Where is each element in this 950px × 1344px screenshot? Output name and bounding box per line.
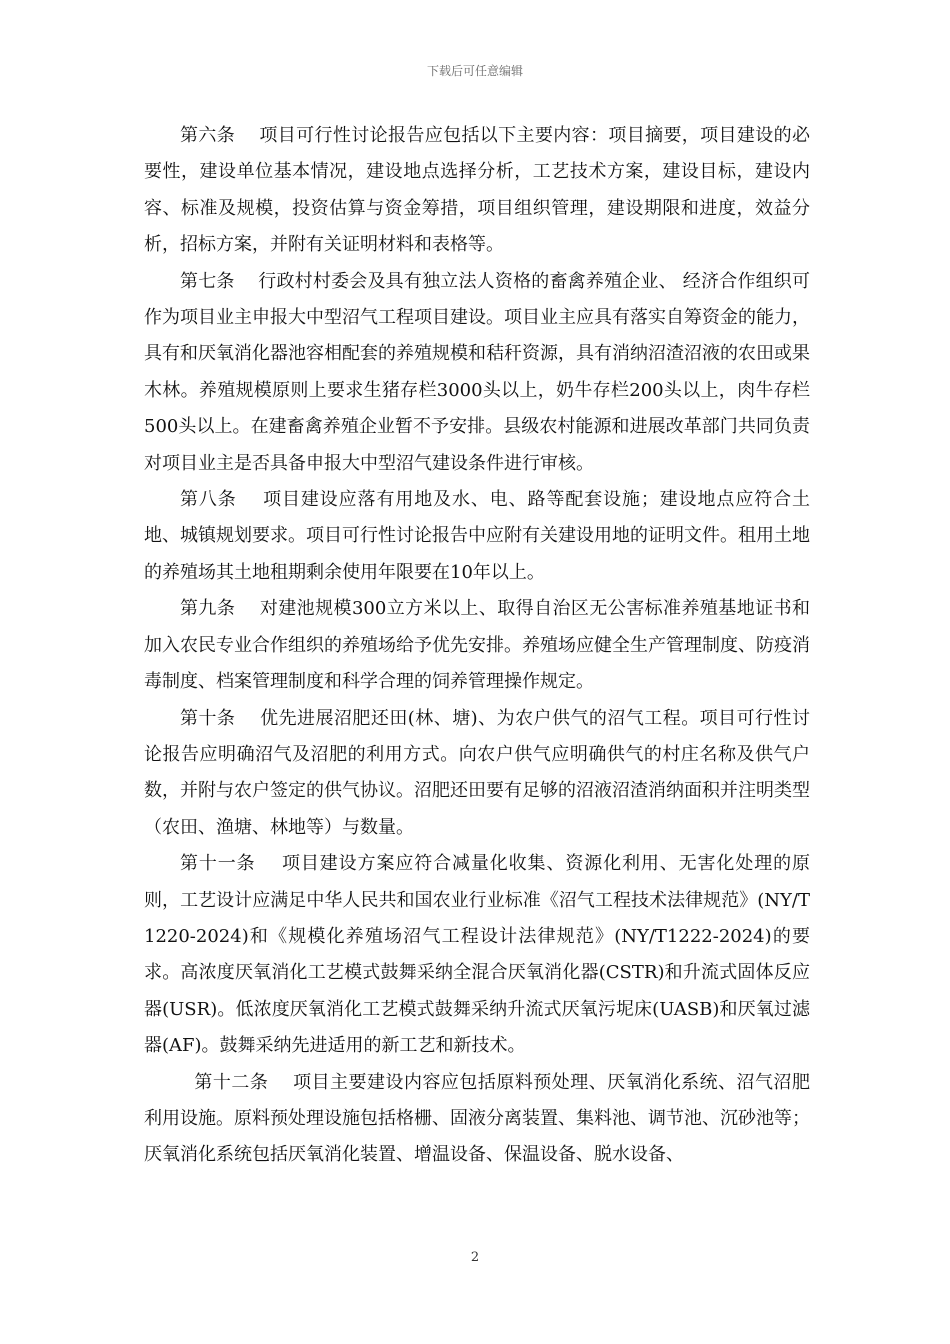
page-header-note: 下载后可任意编辑 — [426, 64, 523, 78]
document-body — [144, 118, 810, 1174]
article-6-paragraph: 第六条 项目可行性讨论报告应包括以下主要内容：项目摘要，项目建设的必要性，建设单位基本情况，建设地点选择分析，工艺技术方案，建设目标，建设内容、标准及规模，投资估算与资金筹措，项目组织管理，建设期限和进度，效益分析，招标方案，并附有关证明材料和表格等。 — [144, 125, 810, 256]
article-9-paragraph: 第九条 对建池规模300立方米以上、取得自治区无公害标准养殖基地证书和加入农民专业合作组织的养殖场给予优先安排。养殖场应健全生产管理制度、防疫消毒制度、档案管理制度和科学合理的饲养管理操作规定。 — [144, 598, 810, 693]
article-8-paragraph: 第八条 项目建设应落有用地及水、电、路等配套设施；建设地点应符合土地、城镇规划要求。项目可行性讨论报告中应附有关建设用地的证明文件。租用土地的养殖场其土地租期剩余使用年限要在10年以上。 — [144, 489, 810, 583]
page-number: 2 — [470, 1250, 480, 1265]
article-12-paragraph: 第十二条 项目主要建设内容应包括原料预处理、厌氧消化系统、沼气沼肥利用设施。原料预处理设施包括格栅、固液分离装置、集料池、调节池、沉砂池等；厌氧消化系统包括厌氧消化装置、增温设备、保温设备、脱水设备、 — [144, 1071, 810, 1166]
article-7-paragraph: 第七条 行政村村委会及具有独立法人资格的畜禽养殖企业、 经济合作组织可作为项目业主申报大中型沼气工程项目建设。项目业主应具有落实自筹资金的能力，具有和厌氧消化器池容相配套的养殖规模和秸秆资源，具有消纳沼渣沼液的农田或果木林。养殖规模原则上要求生猪存栏3000头以上，奶牛存栏200头以上，肉牛存栏500头以上。在建畜禽养殖企业暂不予安排。县级农村能源和进展改革部门共同负责对项目业主是否具备申报大中型沼气建设条件进行审核。 — [144, 270, 810, 474]
article-11-paragraph: 第十一条 项目建设方案应符合减量化收集、资源化利用、无害化处理的原则，工艺设计应满足中华人民共和国农业行业标准《沼气工程技术法律规范》(NY/T1220-2024)和《规模化养殖场沼气工程设计法律规范》(NY/T1222-2024)的要求。高浓度厌氧消化工艺模式鼓舞采纳全混合厌氧消化器(CSTR)和升流式固体反应器(USR)。低浓度厌氧消化工艺模式鼓舞采纳升流式厌氧污坭床(UASB)和厌氧过滤器(AF)。鼓舞采纳先进适用的新工艺和新技术。 — [144, 853, 810, 1057]
article-10-paragraph: 第十条 优先进展沼肥还田(林、塘)、为农户供气的沼气工程。项目可行性讨论报告应明确沼气及沼肥的利用方式。向农户供气应明确供气的村庄名称及供气户数，并附与农户签定的供气协议。沼肥还田要有足够的沼液沼渣消纳面积并注明类型（农田、渔塘、林地等）与数量。 — [144, 707, 810, 838]
